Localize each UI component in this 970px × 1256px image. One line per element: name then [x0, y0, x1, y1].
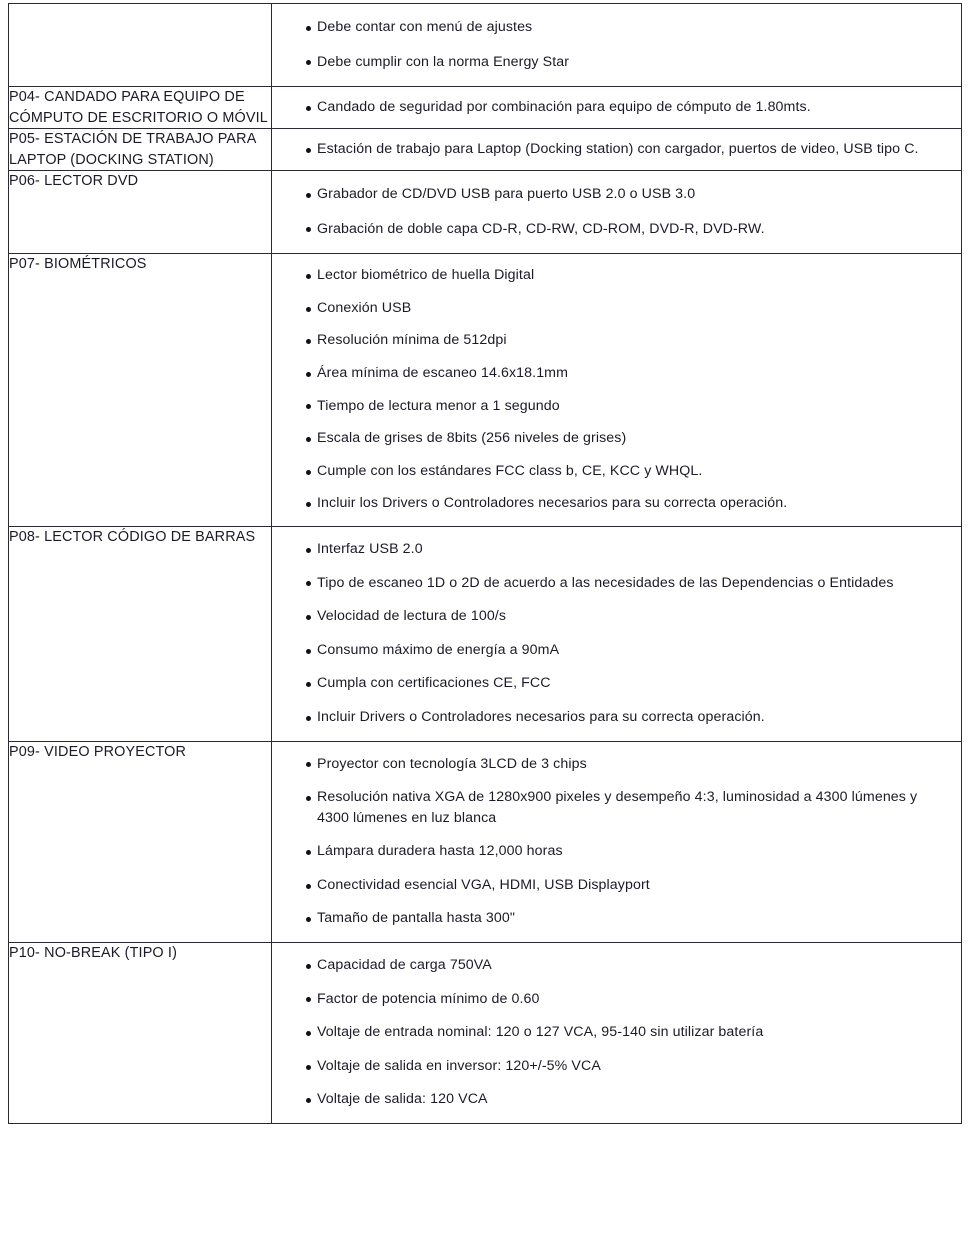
specification-text: Velocidad de lectura de 100/s: [317, 608, 507, 625]
specification-item: [272, 955, 961, 976]
specification-item: [272, 1056, 961, 1077]
bullet-icon: [306, 404, 311, 409]
table-row: [9, 129, 962, 171]
specification-item: [272, 219, 961, 240]
specification-list: [272, 265, 961, 514]
bullet-icon: [306, 307, 311, 312]
specification-item: [272, 493, 961, 514]
specification-item: [272, 265, 961, 286]
specification-text: Consumo máximo de energía a 90mA: [317, 641, 560, 658]
specifications-cell: [272, 171, 962, 254]
specification-text: Voltaje de salida: 120 VCA: [317, 1091, 488, 1108]
product-name-cell: [9, 87, 272, 129]
specification-text: Incluir Drivers o Controladores necesarios para su correcta operación.: [317, 708, 765, 725]
table-row: [9, 171, 962, 254]
specifications-cell: [272, 129, 962, 171]
bullet-icon: [306, 106, 311, 111]
specification-text: Voltaje de salida en inversor: 120+/-5% VCA: [317, 1057, 601, 1074]
specification-item: [272, 539, 961, 560]
bullet-icon: [306, 339, 311, 344]
specification-text: Conexión USB: [317, 299, 412, 316]
specification-text: Capacidad de carga 750VA: [317, 957, 492, 974]
specification-text: Escala de grises de 8bits (256 niveles de grises): [317, 430, 627, 447]
bullet-icon: [306, 581, 311, 586]
bullet-icon: [306, 437, 311, 442]
specification-item: [272, 640, 961, 661]
specification-text: Cumple con los estándares FCC class b, CE, KCC y WHQL.: [317, 462, 703, 479]
product-name-cell: [9, 741, 272, 943]
specification-text: Voltaje de entrada nominal: 120 o 127 VCA, 95-140 sin utilizar batería: [317, 1024, 764, 1041]
specification-text: Debe contar con menú de ajustes: [317, 19, 533, 35]
product-name-label: P05- ESTACIÓN DE TRABAJO PARA LAPTOP (DOCKING STATION): [9, 131, 256, 168]
bullet-icon: [306, 850, 311, 855]
specification-item: [272, 841, 961, 862]
specification-item: [272, 673, 961, 694]
product-name-label: P09- VIDEO PROYECTOR: [9, 743, 187, 760]
bullet-icon: [306, 470, 311, 475]
specification-text: Lector biométrico de huella Digital: [317, 267, 535, 284]
bullet-icon: [306, 762, 311, 767]
specification-item: [272, 97, 961, 118]
product-name-label: P10- NO-BREAK (TIPO I): [9, 945, 178, 962]
product-name-label: P07- BIOMÉTRICOS: [9, 256, 147, 273]
specification-list: [272, 184, 961, 239]
table-row: [9, 87, 962, 129]
specifications-table: [8, 3, 962, 1124]
bullet-icon: [306, 716, 311, 721]
specification-item: [272, 707, 961, 728]
specification-list: [272, 17, 961, 72]
specification-list: [272, 754, 961, 930]
table-row: [9, 943, 962, 1124]
specification-item: [272, 787, 961, 828]
bullet-icon: [306, 682, 311, 687]
specification-text: Tamaño de pantalla hasta 300": [317, 910, 516, 927]
specification-list: [272, 539, 961, 728]
bullet-icon: [306, 148, 311, 153]
specification-text: Tiempo de lectura menor a 1 segundo: [317, 397, 560, 414]
specification-item: [272, 461, 961, 482]
specification-text: Debe cumplir con la norma Energy Star: [317, 53, 570, 70]
specifications-cell: [272, 87, 962, 129]
specification-item: [272, 363, 961, 384]
specification-text: Área mínima de escaneo 14.6x18.1mm: [317, 364, 569, 381]
specification-item: [272, 1089, 961, 1110]
bullet-icon: [306, 193, 311, 198]
specifications-cell: [272, 526, 962, 741]
bullet-icon: [306, 649, 311, 654]
bullet-icon: [306, 917, 311, 922]
specification-item: [272, 573, 961, 594]
specification-list: [272, 97, 961, 118]
product-name-cell: [9, 254, 272, 527]
table-row: [9, 254, 962, 527]
table-body: [9, 4, 962, 1124]
specification-item: [272, 139, 961, 160]
bullet-icon: [306, 26, 311, 31]
specification-text: Resolución mínima de 512dpi: [317, 332, 507, 349]
specification-item: [272, 52, 961, 73]
specifications-cell: [272, 943, 962, 1124]
specification-item: [272, 428, 961, 449]
specification-text: Factor de potencia mínimo de 0.60: [317, 990, 540, 1007]
bullet-icon: [306, 372, 311, 377]
bullet-icon: [306, 548, 311, 553]
table-row: [9, 526, 962, 741]
bullet-icon: [306, 227, 311, 232]
specification-text: Incluir los Drivers o Controladores necesarios para su correcta operación.: [317, 495, 788, 512]
bullet-icon: [306, 60, 311, 65]
specification-item: [272, 606, 961, 627]
specification-text: Interfaz USB 2.0: [317, 540, 423, 557]
bullet-icon: [306, 1031, 311, 1036]
bullet-icon: [306, 884, 311, 889]
bullet-icon: [306, 1065, 311, 1070]
specification-text: Candado de seguridad por combinación para equipo de cómputo de 1.80mts.: [317, 99, 811, 116]
specification-text: Estación de trabajo para Laptop (Docking station) con cargador, puertos de video, USB tipo C.: [317, 141, 919, 158]
specification-text: Cumpla con certificaciones CE, FCC: [317, 675, 551, 692]
bullet-icon: [306, 1098, 311, 1103]
specification-text: Conectividad esencial VGA, HDMI, USB Displayport: [317, 876, 650, 893]
specification-item: [272, 298, 961, 319]
specification-item: [272, 184, 961, 205]
bullet-icon: [306, 502, 311, 507]
specification-item: [272, 396, 961, 417]
product-name-cell: [9, 943, 272, 1124]
product-name-cell: [9, 4, 272, 87]
specification-text: Resolución nativa XGA de 1280x900 pixeles y desempeño 4:3, luminosidad a 4300 lúmenes y 4300 lúmenes en luz blanca: [317, 789, 918, 826]
product-name-cell: [9, 171, 272, 254]
specification-list: [272, 139, 961, 160]
specification-item: [272, 17, 961, 38]
bullet-icon: [306, 615, 311, 620]
bullet-icon: [306, 796, 311, 801]
specifications-cell: [272, 4, 962, 87]
bullet-icon: [306, 997, 311, 1002]
product-name-cell: [9, 129, 272, 171]
product-name-cell: [9, 526, 272, 741]
specification-item: [272, 754, 961, 775]
specification-item: [272, 989, 961, 1010]
specification-text: Proyector con tecnología 3LCD de 3 chips: [317, 755, 587, 772]
specification-item: [272, 875, 961, 896]
specification-text: Grabador de CD/DVD USB para puerto USB 2.0 o USB 3.0: [317, 186, 696, 202]
table-row: [9, 4, 962, 87]
bullet-icon: [306, 964, 311, 969]
product-name-label: P08- LECTOR CÓDIGO DE BARRAS: [9, 528, 256, 545]
specification-text: Grabación de doble capa CD-R, CD-RW, CD-ROM, DVD-R, DVD-RW.: [317, 220, 765, 237]
specifications-cell: [272, 254, 962, 527]
specification-item: [272, 330, 961, 351]
product-name-label: P06- LECTOR DVD: [9, 173, 139, 189]
table-row: [9, 741, 962, 943]
specification-item: [272, 1022, 961, 1043]
bullet-icon: [306, 274, 311, 279]
specification-list: [272, 955, 961, 1110]
product-name-label: P04- CANDADO PARA EQUIPO DE CÓMPUTO DE ESCRITORIO O MÓVIL: [9, 89, 268, 126]
specification-text: Tipo de escaneo 1D o 2D de acuerdo a las necesidades de las Dependencias o Entidades: [317, 574, 894, 591]
specification-item: [272, 908, 961, 929]
specification-text: Lámpara duradera hasta 12,000 horas: [317, 843, 563, 860]
specifications-cell: [272, 741, 962, 943]
